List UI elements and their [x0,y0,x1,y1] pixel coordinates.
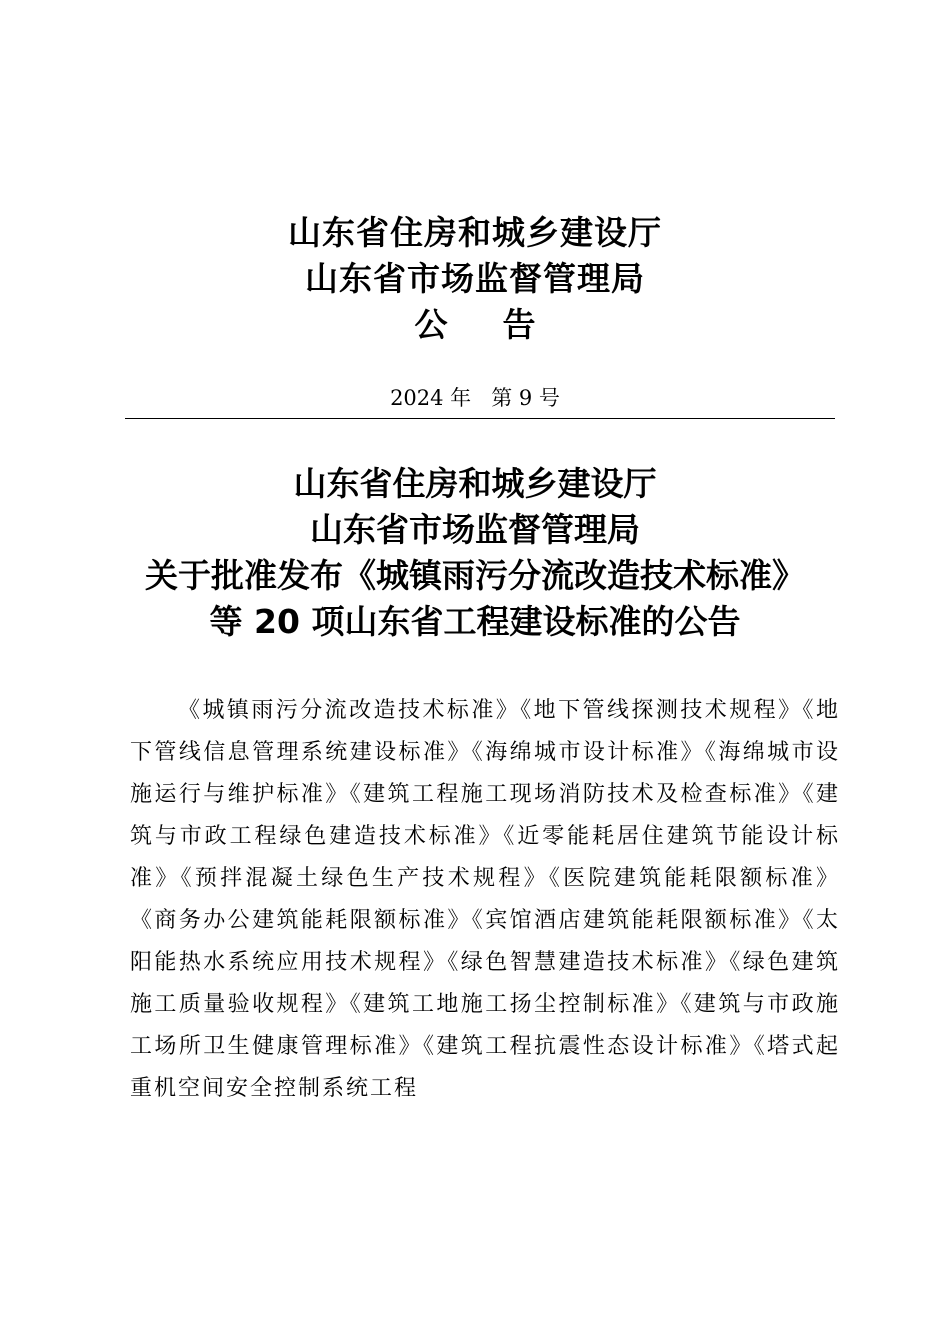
title-line: 山东省住房和城乡建设厅 [293,464,657,503]
header-divider [125,418,835,419]
notice-label: 公告 [414,305,591,344]
document-number: 2024 年 第 9 号 [390,386,560,410]
title-line: 关于批准发布《城镇雨污分流改造技术标准》 [145,556,805,595]
issuer-name: 山东省市场监督管理局 [305,259,645,298]
document-header [0,210,950,348]
issuer-name: 山东省住房和城乡建设厅 [288,213,662,252]
body-paragraph: 《城镇雨污分流改造技术标准》《地下管线探测技术规程》《地下管线信息管理系统建设标准》《海绵城市设计标准》《海绵城市设施运行与维护标准》《建筑工程施工现场消防技术及检查标准》《建筑与市政工程绿色建造技术标准》《近零能耗居住建筑节能设计标准》《预拌混凝土绿色生产技术规程》《医院建筑能耗限额标准》《商务办公建筑能耗限额标准》《宾馆酒店建筑能耗限额标准》《太阳能热水系统应用技术规程》《绿色智慧建造技术标准》《绿色建筑施工质量验收规程》《建筑工地施工扬尘控制标准》《建筑与市政施工场所卫生健康管理标准》《建筑工程抗震性态设计标准》《塔式起重机空间安全控制系统工程 [130,698,840,1101]
document-title [0,461,950,645]
title-line: 山东省市场监督管理局 [310,510,640,549]
title-line: 等 20 项山东省工程建设标准的公告 [209,602,741,641]
